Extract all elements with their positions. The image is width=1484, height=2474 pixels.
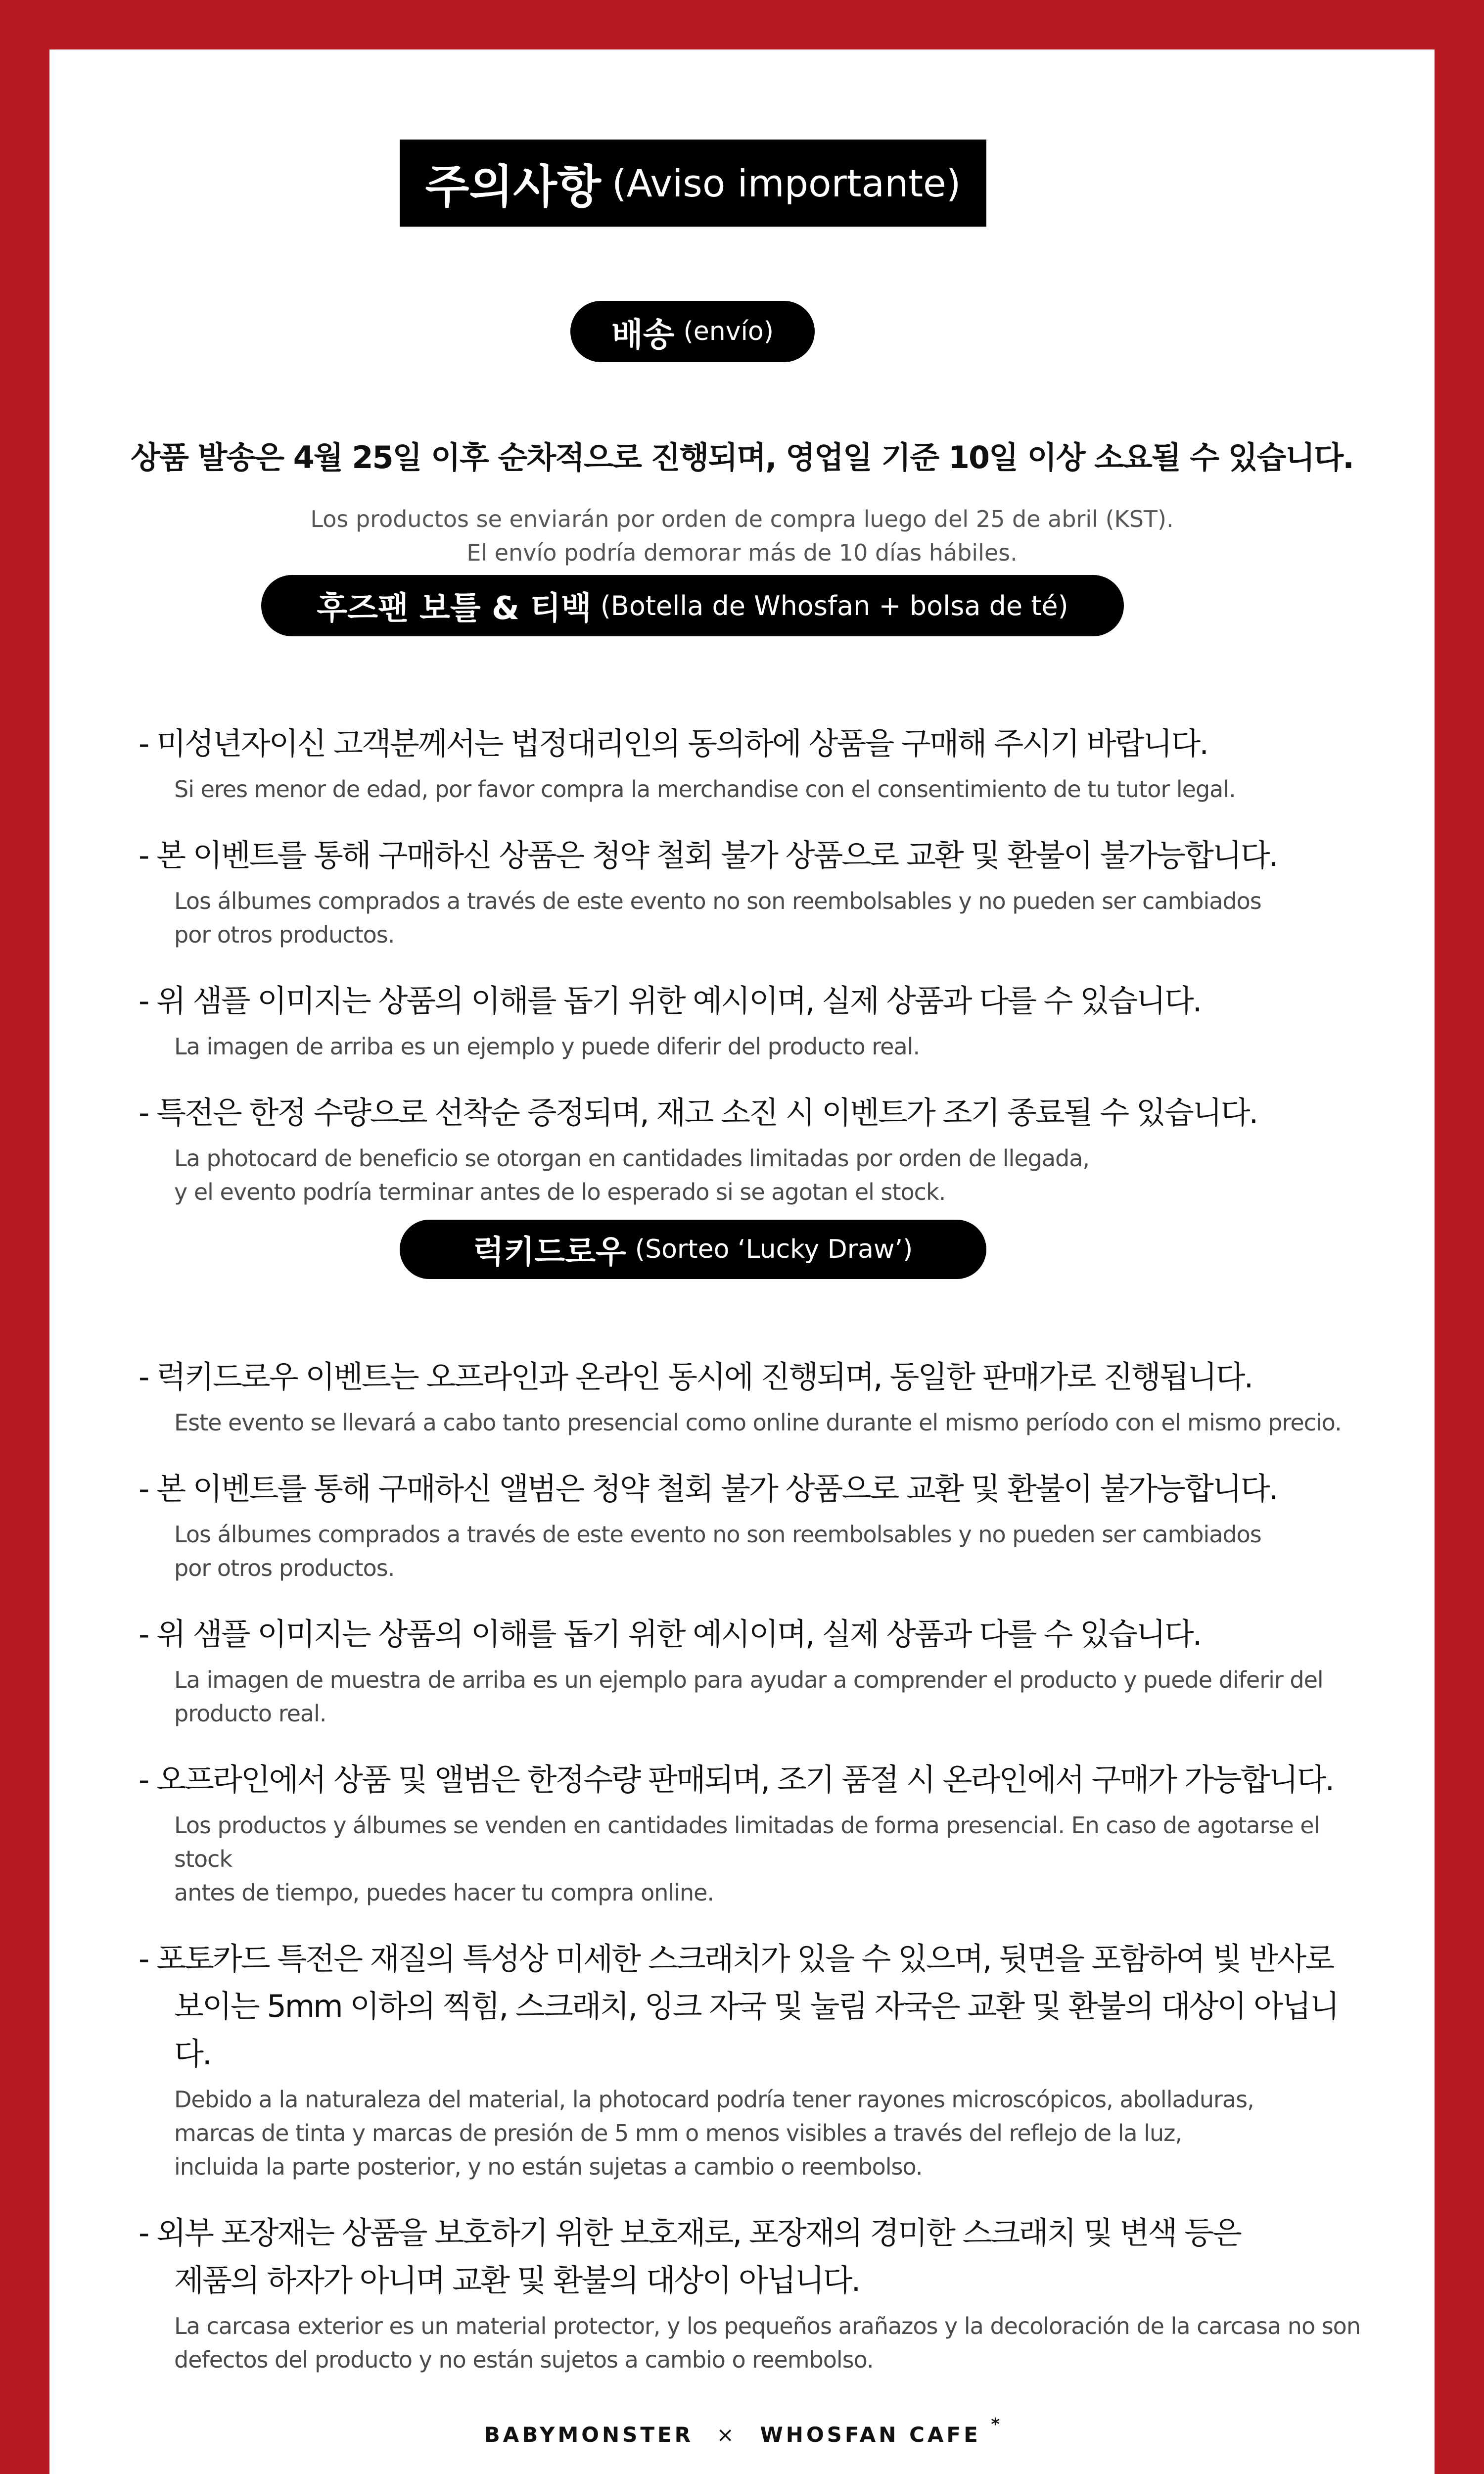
notice-es: Los álbumes comprados a través de este evento no son reembolsables y no pueden ser cambiados por otros productos.: [174, 1521, 1261, 1581]
shipping-sub-line: El envío podría demorar más de 10 días hábiles.: [466, 539, 1018, 566]
notice-es: La imagen de muestra de arriba es un ejemplo para ayudar a comprender el producto y puede diferir del producto real.: [174, 1666, 1323, 1727]
brand-babymonster: BABYMONSTER: [484, 2423, 694, 2447]
notice-ko: - 럭키드로우 이벤트는 오프라인과 온라인 동시에 진행되며, 동일한 판매가로 진행됩니다.: [139, 1359, 1252, 1395]
shipping-heading-es: (envío): [683, 317, 774, 346]
notice-item: [139, 1353, 1365, 1439]
fan-section-heading: [261, 575, 1124, 636]
brand-whosfan-cafe: WHOSFAN CAFE: [760, 2423, 981, 2447]
notice-ko: - 외부 포장재는 상품을 보호하기 위한 보호재로, 포장재의 경미한 스크래치 및 변색 등은 제품의 하자가 아니며 교환 및 환불의 대상이 아닙니다.: [139, 2215, 1241, 2298]
notice-es: Los productos y álbumes se venden en cantidades limitadas de forma presencial. En caso de agotarse el stock antes de tiempo, puedes hacer tu compra online.: [174, 1812, 1320, 1906]
fan-heading-ko: 후즈팬 보틀 & 티백: [317, 590, 592, 627]
shipping-sub-line: Los productos se enviarán por orden de compra luego del 25 de abril (KST).: [310, 506, 1174, 532]
shipping-heading: [570, 301, 815, 362]
notice-es: Los álbumes comprados a través de este evento no son reembolsables y no pueden ser cambiados por otros productos.: [174, 888, 1261, 948]
notice-ko: - 본 이벤트를 통해 구매하신 앨범은 청약 철회 불가 상품으로 교환 및 환불이 불가능합니다.: [139, 1471, 1277, 1507]
page-title: [400, 140, 986, 227]
star-icon: *: [991, 2415, 1000, 2434]
notice-es: La photocard de beneficio se otorgan en cantidades limitadas por orden de llegada, y el evento podría terminar antes de lo esperado si se agotan el stock.: [174, 1145, 1090, 1205]
shipping-heading-ko: 배송: [611, 315, 675, 354]
fan-notice-list: [139, 720, 1365, 1235]
notice-ko: - 미성년자이신 고객분께서는 법정대리인의 동의하에 상품을 구매해 주시기 바랍니다.: [139, 725, 1207, 761]
lucky-heading-es: (Sorteo ‘Lucky Draw’): [635, 1235, 913, 1264]
notice-item: [139, 832, 1365, 952]
shipping-sub-text: [0, 502, 1484, 570]
brand-separator: ×: [716, 2423, 737, 2447]
notice-es: Este evento se llevará a cabo tanto presencial como online durante el mismo período con el mismo precio.: [174, 1409, 1342, 1436]
notice-ko: - 오프라인에서 상품 및 앨범은 한정수량 판매되며, 조기 품절 시 온라인에서 구매가 가능합니다.: [139, 1761, 1334, 1798]
notice-ko: - 포토카드 특전은 재질의 특성상 미세한 스크래치가 있을 수 있으며, 뒷면을 포함하여 빛 반사로 보이는 5mm 이하의 찍힘, 스크래치, 잉크 자국 및 눌림 자국은 교환 및 환불의 대상이 아닙니다.: [139, 1941, 1338, 2072]
notice-item: [139, 1611, 1365, 1730]
notice-item: [139, 977, 1365, 1063]
notice-item: [139, 720, 1365, 806]
title-ko: 주의사항: [425, 160, 602, 213]
notice-item: [139, 1465, 1365, 1585]
fan-heading-es: (Botella de Whosfan + bolsa de té): [600, 590, 1068, 621]
notice-es: Debido a la naturaleza del material, la photocard podría tener rayones microscópicos, abolladuras, marcas de tinta y marcas de presión de 5 mm o menos visibles a través del reflejo de la luz, incluida la parte posterior, y no están sujetas a cambio o reembolso.: [174, 2086, 1254, 2180]
notice-es: La carcasa exterior es un material protector, y los pequeños arañazos y la decoloración de la carcasa no son defectos del producto y no están sujetos a cambio o reembolso.: [174, 2313, 1360, 2373]
lucky-heading-ko: 럭키드로우: [473, 1234, 626, 1271]
notice-ko: - 특전은 한정 수량으로 선착순 증정되며, 재고 소진 시 이벤트가 조기 종료될 수 있습니다.: [139, 1094, 1257, 1131]
notice-es: Si eres menor de edad, por favor compra la merchandise con el consentimiento de tu tutor legal.: [174, 776, 1236, 803]
footer-logo: [0, 2415, 1484, 2447]
notice-es: La imagen de arriba es un ejemplo y puede diferir del producto real.: [174, 1033, 920, 1060]
lucky-draw-heading: [400, 1220, 986, 1279]
lucky-notice-list: [139, 1353, 1365, 2402]
notice-ko: - 본 이벤트를 통해 구매하신 상품은 청약 철회 불가 상품으로 교환 및 환불이 불가능합니다.: [139, 837, 1277, 873]
notice-ko: - 위 샘플 이미지는 상품의 이해를 돕기 위한 예시이며, 실제 상품과 다를 수 있습니다.: [139, 1616, 1201, 1652]
notice-item: [139, 1089, 1365, 1209]
title-es: (Aviso importante): [612, 161, 961, 205]
notice-item: [139, 2209, 1365, 2377]
notice-item: [139, 1935, 1365, 2184]
shipping-main-text: 상품 발송은 4월 25일 이후 순차적으로 진행되며, 영업일 기준 10일 이상 소요될 수 있습니다.: [131, 439, 1353, 476]
notice-item: [139, 1756, 1365, 1909]
notice-ko: - 위 샘플 이미지는 상품의 이해를 돕기 위한 예시이며, 실제 상품과 다를 수 있습니다.: [139, 983, 1201, 1019]
